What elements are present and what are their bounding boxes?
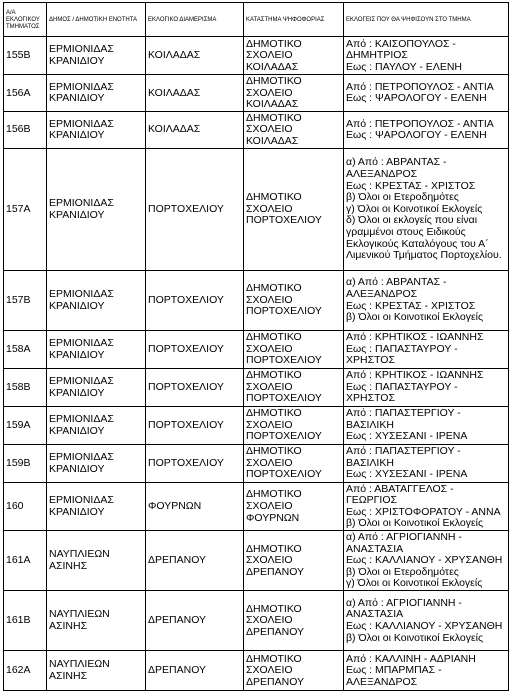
dimos-line: ΑΣΙΝΗΣ [49, 619, 88, 632]
voters-line: ΑΛΕΞΑΝΔΡΟΣ [346, 167, 418, 180]
voters-line: Από : ΚΑΛΛΙΝΗ - ΑΔΡΙΑΝΗ [346, 652, 476, 665]
voters-cell [344, 111, 509, 148]
electoral-district-cell: ΠΟΡΤΟΧΕΛΙΟΥ [146, 368, 244, 406]
voters-line: α) Από : ΑΓΡΙΟΓΙΑΝΝΗ - [346, 596, 462, 609]
katastima-line: ΣΧΟΛΕΙΟ ΚΟΙΛΑΔΑΣ [246, 123, 299, 147]
voters-line: γ) Όλοι οι Κοινοτικοί Εκλογείς [346, 577, 483, 590]
voters-line: α) Από : ΑΓΡΙΟΓΙΑΝΝΗ - [346, 530, 462, 543]
dimos-line: ΝΑΥΠΛΙΕΩΝ [49, 608, 110, 621]
voters-line: Από : ΠΕΤΡΟΠΟΥΛΟΣ - ΑΝΤΙΑ [346, 117, 494, 130]
section-number-cell: 162Α [4, 650, 47, 690]
katastima-line: ΣΧΟΛΕΙΟ ΦΟΥΡΝΩΝ [246, 499, 300, 524]
polling-station-cell [244, 75, 344, 112]
voters-line: Εως : ΨΑΡΟΛΟΓΟΥ - ΕΛΕΝΗ [346, 129, 487, 142]
dimos-line: ΚΡΑΝΙΔΙΟΥ [49, 208, 105, 221]
voters-cell [344, 37, 509, 75]
katastima-line: ΠΟΡΤΟΧΕΛΙΟΥ [246, 392, 322, 405]
voters-line: Από : ΠΑΠΑΣΤΕΡΓΙΟΥ - [346, 445, 461, 458]
dimos-line: ΝΑΥΠΛΙΕΩΝ [49, 548, 110, 561]
header-section-number: Α/Α ΕΚΛΟΓΙΚΟΥ ΤΜΗΜΑΤΟΣ [4, 3, 47, 37]
katastima-line: ΠΟΡΤΟΧΕΛΙΟΥ [246, 354, 322, 367]
table-row [4, 406, 509, 444]
polling-station-cell [244, 650, 344, 690]
section-number-cell: 159Α [4, 406, 47, 444]
table-body [4, 37, 509, 691]
polling-station-cell [244, 590, 344, 650]
katastima-line: ΔΗΜΟΤΙΚΟ [246, 331, 302, 344]
katastima-line: ΠΟΡΤΟΧΕΛΙΟΥ [246, 214, 322, 227]
katastima-line: ΣΧΟΛΕΙΟ ΚΟΙΛΑΔΑΣ [246, 49, 299, 73]
municipality-cell [47, 406, 146, 444]
katastima-line: ΔΗΜΟΤΙΚΟ [246, 602, 302, 615]
table-row [4, 37, 509, 75]
electoral-district-cell: ΠΟΡΤΟΧΕΛΙΟΥ [146, 148, 244, 270]
voters-line: Από : ΠΑΠΑΣΤΕΡΓΙΟΥ - [346, 407, 461, 420]
dimos-line: ΕΡΜΙΟΝΙΔΑΣ [49, 43, 114, 56]
municipality-cell [47, 482, 146, 530]
electoral-district-cell: ΠΟΡΤΟΧΕΛΙΟΥ [146, 270, 244, 330]
voters-cell [344, 270, 509, 330]
voters-line: Εκλογικούς Καταλόγους του Α΄ [346, 237, 489, 250]
voters-line: Εως : ΠΑΥΛΟΥ - ΕΛΕΝΗ [346, 60, 462, 73]
polling-station-cell [244, 37, 344, 75]
dimos-line: ΕΡΜΙΟΝΙΔΑΣ [49, 412, 114, 425]
katastima-line: ΔΡΕΠΑΝΟΥ [246, 675, 305, 688]
katastima-line: ΔΗΜΟΤΙΚΟ [246, 111, 302, 124]
voters-cell [344, 650, 509, 690]
dimos-line: ΚΡΑΝΙΔΙΟΥ [49, 55, 105, 67]
voters-line: Εως : ΚΑΛΛΙΑΝΟΥ - ΧΡΥΣΑΝΘΗ [346, 554, 503, 567]
voters-line: ΔΗΜΗΤΡΙΟΣ [346, 49, 408, 62]
dimos-line: ΚΡΑΝΙΔΙΟΥ [49, 505, 105, 518]
section-number-cell: 158Β [4, 368, 47, 406]
polling-station-cell [244, 111, 344, 148]
dimos-line: ΕΡΜΙΟΝΙΔΑΣ [49, 450, 114, 463]
voters-line: Εως : ΧΡΙΣΤΟΦΟΡΑΤΟΥ - ΑΝΝΑ [346, 505, 501, 518]
dimos-line: ΚΡΑΝΙΔΙΟΥ [49, 424, 105, 437]
voters-line: ΒΑΣΙΛΙΚΗ [346, 418, 394, 431]
voters-line: Εως : ΨΑΡΟΛΟΓΟΥ - ΕΛΕΝΗ [346, 92, 487, 105]
dimos-line: ΕΡΜΙΟΝΙΔΑΣ [49, 287, 114, 300]
section-number-cell: 161Β [4, 590, 47, 650]
section-number-cell: 160 [4, 482, 47, 530]
voters-cell [344, 406, 509, 444]
electoral-district-cell: ΠΟΡΤΟΧΕΛΙΟΥ [146, 330, 244, 368]
katastima-line: ΣΧΟΛΕΙΟ [246, 418, 293, 431]
katastima-line: ΔΗΜΟΤΙΚΟ [246, 191, 302, 204]
municipality-cell [47, 75, 146, 112]
municipality-cell [47, 330, 146, 368]
katastima-line: ΣΧΟΛΕΙΟ [246, 664, 293, 677]
voters-line: Εως : ΧΥΣΕΣΑΝΙ - ΙΡΕΝΑ [346, 430, 468, 443]
voters-line: ΓΕΩΡΓΙΟΣ [346, 494, 397, 507]
katastima-line: ΔΡΕΠΑΝΟΥ [246, 565, 305, 578]
section-number-cell: 156Β [4, 111, 47, 148]
dimos-line: ΕΡΜΙΟΝΙΔΑΣ [49, 374, 114, 387]
katastima-line: ΔΗΜΟΤΙΚΟ [246, 37, 302, 50]
table-header-row [4, 3, 509, 37]
polling-station-cell [244, 330, 344, 368]
katastima-line: ΔΗΜΟΤΙΚΟ [246, 445, 302, 458]
dimos-line: ΚΡΑΝΙΔΙΟΥ [49, 92, 105, 105]
section-number-cell: 157Α [4, 148, 47, 270]
voters-line: ΒΑΣΙΛΙΚΗ [346, 456, 394, 469]
katastima-line: ΠΟΡΤΟΧΕΛΙΟΥ [246, 305, 322, 318]
municipality-cell [47, 590, 146, 650]
katastima-line: ΠΟΡΤΟΧΕΛΙΟΥ [246, 468, 322, 481]
municipality-cell [47, 650, 146, 690]
dimos-line: ΑΣΙΝΗΣ [49, 559, 88, 572]
municipality-cell [47, 444, 146, 482]
voters-line: Εως : ΠΑΠΑΣΤΑΥΡΟΥ - [346, 380, 458, 393]
voters-line: γραμμένοι στους Ειδικούς [346, 225, 466, 238]
electoral-district-cell: ΦΟΥΡΝΩΝ [146, 482, 244, 530]
katastima-line: ΣΧΟΛΕΙΟ [246, 554, 293, 567]
katastima-line: ΣΧΟΛΕΙΟ [246, 614, 293, 627]
table-row [4, 148, 509, 270]
voters-line: γ) Όλοι οι Κοινοτικοί Εκλογείς [346, 202, 483, 215]
voters-line: β) Όλοι οι Κοινοτικοί Εκλογείς [346, 517, 484, 530]
katastima-line: ΣΧΟΛΕΙΟ [246, 456, 293, 469]
voters-cell [344, 75, 509, 112]
dimos-line: ΝΑΥΠΛΙΕΩΝ [49, 658, 110, 671]
electoral-district-cell: ΚΟΙΛΑΔΑΣ [146, 37, 244, 75]
dimos-line: ΚΡΑΝΙΔΙΟΥ [49, 299, 105, 312]
voters-line: Εως : ΚΑΛΛΙΑΝΟΥ - ΧΡΥΣΑΝΘΗ [346, 619, 503, 632]
electoral-district-cell: ΠΟΡΤΟΧΕΛΙΟΥ [146, 444, 244, 482]
header-municipality: ΔΗΜΟΣ / ΔΗΜΟΤΙΚΗ ΕΝΟΤΗΤΑ [47, 3, 146, 37]
voters-line: β) Όλοι οι Κοινοτικοί Εκλογείς [346, 311, 484, 324]
table-row [4, 270, 509, 330]
polling-sections-document [3, 2, 508, 691]
dimos-line: ΚΡΑΝΙΔΙΟΥ [49, 129, 105, 142]
voters-line: β) Όλοι οι Κοινοτικοί Εκλογείς [346, 631, 484, 644]
voters-line: Από : ΚΡΗΤΙΚΟΣ - ΙΩΑΝΝΗΣ [346, 331, 484, 344]
section-number-cell: 158Α [4, 330, 47, 368]
voters-line: Από : ΑΒΑΤΑΓΓΕΛΟΣ - [346, 482, 454, 495]
dimos-line: ΚΡΑΝΙΔΙΟΥ [49, 348, 105, 361]
section-number-cell: 159Β [4, 444, 47, 482]
dimos-line: ΕΡΜΙΟΝΙΔΑΣ [49, 494, 114, 507]
table-row [4, 530, 509, 590]
katastima-line: ΣΧΟΛΕΙΟ [246, 342, 293, 355]
table-row [4, 330, 509, 368]
municipality-cell [47, 270, 146, 330]
municipality-cell [47, 148, 146, 270]
voters-line: ΑΝΑΣΤΑΣΙΑ [346, 608, 404, 621]
katastima-line: ΣΧΟΛΕΙΟ [246, 293, 293, 306]
katastima-line: ΔΡΕΠΑΝΟΥ [246, 625, 305, 638]
electoral-district-cell: ΔΡΕΠΑΝΟΥ [146, 650, 244, 690]
voters-cell [344, 482, 509, 530]
voters-line: Εως : ΚΡΕΣΤΑΣ - ΧΡΙΣΤΟΣ [346, 179, 476, 192]
voters-cell [344, 444, 509, 482]
section-number-cell: 161Α [4, 530, 47, 590]
voters-line: α) Από : ΑΒΡΑΝΤΑΣ - [346, 276, 447, 289]
polling-station-cell [244, 530, 344, 590]
voters-line: ΑΝΑΣΤΑΣΙΑ [346, 542, 404, 555]
voters-cell [344, 148, 509, 270]
table-row [4, 75, 509, 112]
katastima-line: ΔΗΜΟΤΙΚΟ [246, 407, 302, 420]
section-number-cell: 155Β [4, 37, 47, 75]
dimos-line: ΑΣΙΝΗΣ [49, 669, 88, 682]
table-row [4, 482, 509, 530]
voters-line: Από : ΚΡΗΤΙΚΟΣ - ΙΩΑΝΝΗΣ [346, 369, 484, 382]
electoral-district-cell: ΚΟΙΛΑΔΑΣ [146, 111, 244, 148]
voters-line: α) Από : ΑΒΡΑΝΤΑΣ - [346, 156, 447, 169]
polling-station-cell [244, 270, 344, 330]
voters-cell [344, 590, 509, 650]
voters-line: ΧΡΗΣΤΟΣ [346, 392, 395, 405]
dimos-line: ΕΡΜΙΟΝΙΔΑΣ [49, 336, 114, 349]
polling-station-cell [244, 406, 344, 444]
voters-line: ΧΡΗΣΤΟΣ [346, 354, 395, 367]
katastima-line: ΔΗΜΟΤΙΚΟ [246, 282, 302, 295]
voters-line: ΑΛΕΞΑΝΔΡΟΣ [346, 287, 418, 300]
dimos-line: ΕΡΜΙΟΝΙΔΑΣ [49, 80, 114, 93]
polling-station-cell [244, 368, 344, 406]
katastima-line: ΠΟΡΤΟΧΕΛΙΟΥ [246, 430, 322, 443]
table-row [4, 368, 509, 406]
katastima-line: ΔΗΜΟΤΙΚΟ [246, 75, 302, 87]
katastima-line: ΔΗΜΟΤΙΚΟ [246, 542, 302, 555]
voters-line: Εως : ΠΑΠΑΣΤΑΥΡΟΥ - [346, 342, 458, 355]
voters-line: Από : ΚΑΙΣΟΠΟΥΛΟΣ - [346, 37, 456, 50]
katastima-line: ΔΗΜΟΤΙΚΟ [246, 652, 302, 665]
header-voters: ΕΚΛΟΓΕΙΣ ΠΟΥ ΘΑ ΨΗΦΙΣΟΥΝ ΣΤΟ ΤΜΗΜΑ [344, 3, 509, 37]
electoral-district-cell: ΔΡΕΠΑΝΟΥ [146, 530, 244, 590]
voters-line: Εως : ΜΠΑΡΜΠΑΣ - [346, 664, 442, 677]
section-number-cell: 157Β [4, 270, 47, 330]
section-number-cell: 156Α [4, 75, 47, 112]
voters-cell [344, 530, 509, 590]
table-row [4, 111, 509, 148]
table-row [4, 650, 509, 690]
dimos-line: ΚΡΑΝΙΔΙΟΥ [49, 462, 105, 475]
table-row [4, 590, 509, 650]
voters-line: Λιμενικού Τμήματος Πορτοχελίου. [346, 249, 502, 262]
electoral-district-cell: ΠΟΡΤΟΧΕΛΙΟΥ [146, 406, 244, 444]
municipality-cell [47, 368, 146, 406]
dimos-line: ΕΡΜΙΟΝΙΔΑΣ [49, 117, 114, 130]
electoral-district-cell: ΚΟΙΛΑΔΑΣ [146, 75, 244, 112]
polling-station-cell [244, 482, 344, 530]
polling-station-cell [244, 444, 344, 482]
voters-line: ΑΛΕΞΑΝΔΡΟΣ [346, 675, 418, 688]
voters-line: β) Όλοι οι Ετεροδημότες [346, 565, 459, 578]
polling-sections-table [3, 2, 509, 691]
table-row [4, 444, 509, 482]
voters-cell [344, 368, 509, 406]
dimos-line: ΕΡΜΙΟΝΙΔΑΣ [49, 196, 114, 209]
municipality-cell [47, 530, 146, 590]
katastima-line: ΣΧΟΛΕΙΟ ΚΟΙΛΑΔΑΣ [246, 86, 299, 111]
header-electoral-district: ΕΚΛΟΓΙΚΟ ΔΙΑΜΕΡΙΣΜΑ [146, 3, 244, 37]
voters-line: Εως : ΚΡΕΣΤΑΣ - ΧΡΙΣΤΟΣ [346, 299, 476, 312]
municipality-cell [47, 37, 146, 75]
katastima-line: ΔΗΜΟΤΙΚΟ [246, 369, 302, 382]
dimos-line: ΚΡΑΝΙΔΙΟΥ [49, 386, 105, 399]
katastima-line: ΔΗΜΟΤΙΚΟ [246, 488, 302, 501]
katastima-line: ΣΧΟΛΕΙΟ [246, 380, 293, 393]
katastima-line: ΣΧΟΛΕΙΟ [246, 202, 293, 215]
voters-line: β) Όλοι οι Ετεροδημότες [346, 191, 459, 204]
voters-cell [344, 330, 509, 368]
voters-line: Εως : ΧΥΣΕΣΑΝΙ - ΙΡΕΝΑ [346, 468, 468, 481]
electoral-district-cell: ΔΡΕΠΑΝΟΥ [146, 590, 244, 650]
polling-station-cell [244, 148, 344, 270]
header-polling-station: ΚΑΤΑΣΤΗΜΑ ΨΗΦΟΦΟΡΙΑΣ [244, 3, 344, 37]
municipality-cell [47, 111, 146, 148]
voters-line: δ) Όλοι οι εκλογείς που είναι [346, 214, 478, 227]
voters-line: Από : ΠΕΤΡΟΠΟΥΛΟΣ - ΑΝΤΙΑ [346, 80, 494, 93]
